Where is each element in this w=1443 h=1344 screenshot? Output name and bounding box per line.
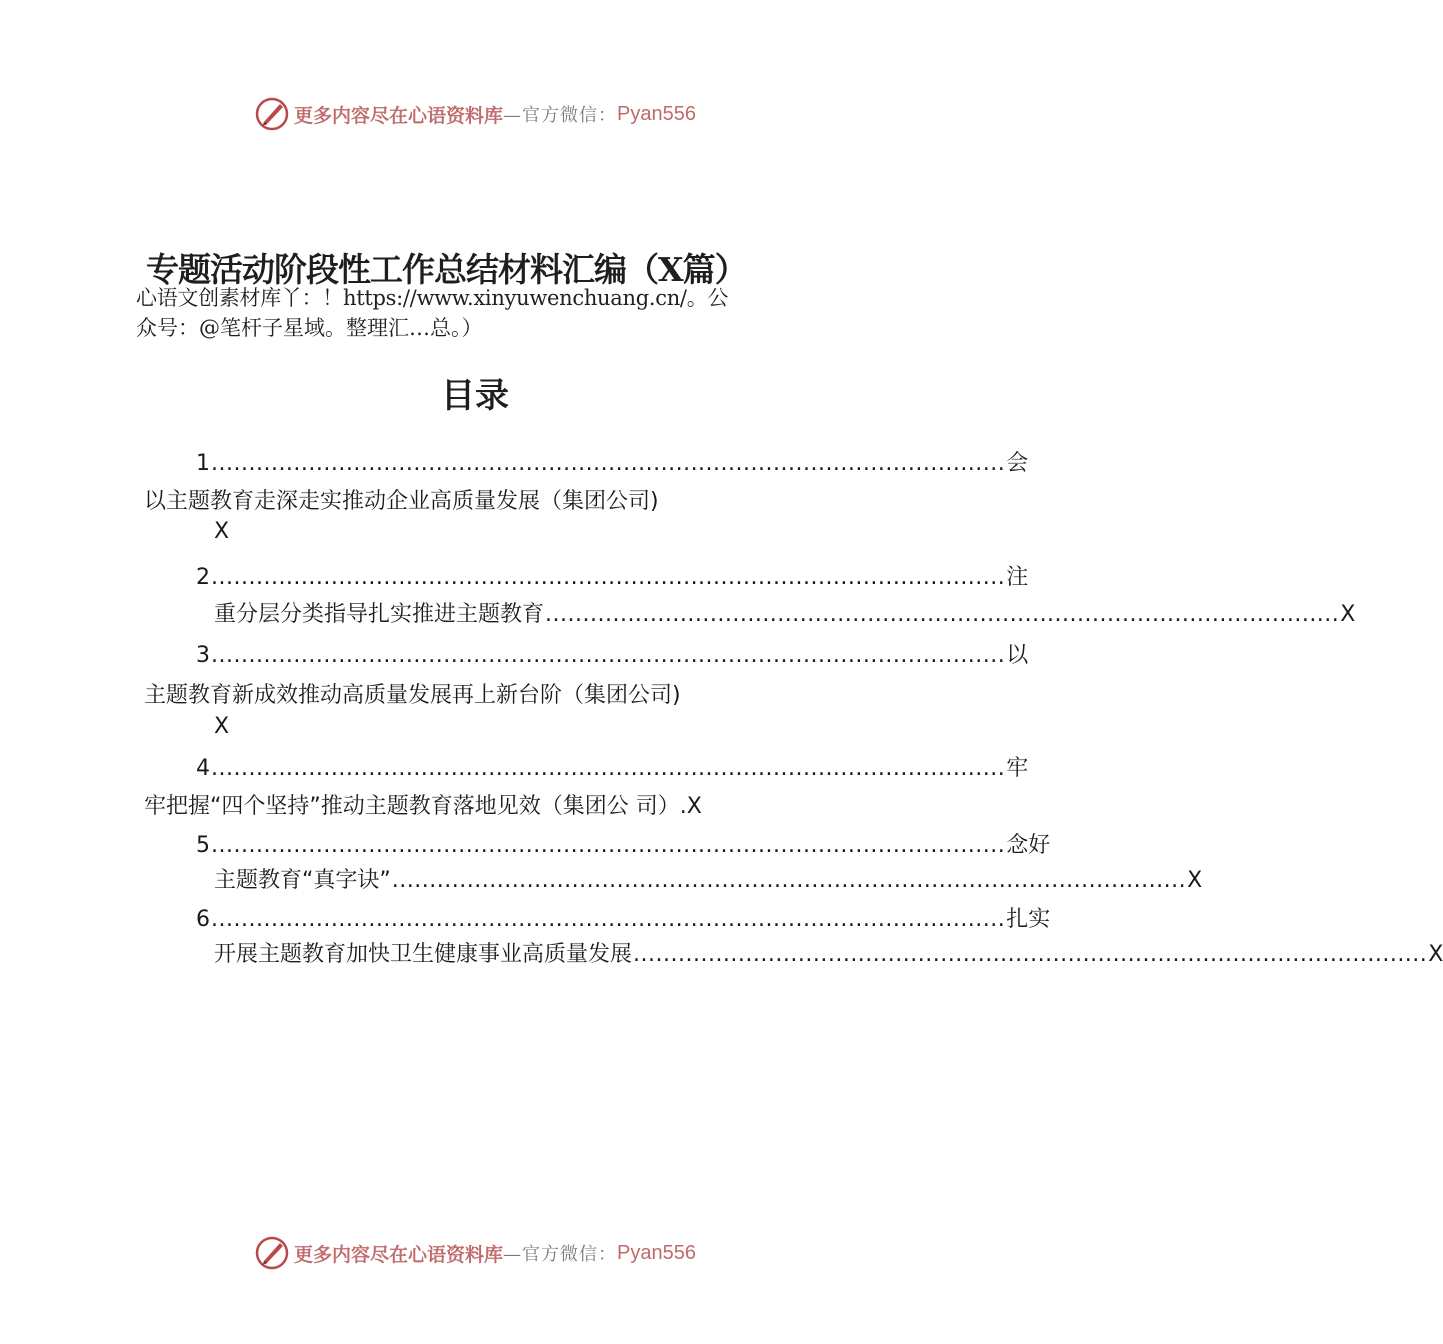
toc-entry-5-title-line[interactable]	[214, 863, 1203, 895]
toc-entry-4-title-line[interactable]	[144, 789, 804, 821]
toc-entry-title-start: 念好	[1006, 833, 1051, 858]
toc-entry-2-title-line[interactable]	[214, 597, 1356, 629]
toc-dot-leader: ..........................................................................................................	[211, 907, 1006, 932]
toc-dot-leader: ..........................................................................................................	[211, 643, 1006, 668]
source-line-2: 众号：@笔杆子星域。整理汇…总。）	[136, 316, 483, 340]
toc-dot-leader: ..........................................................................................................	[391, 868, 1187, 893]
toc-entry-title: 重分层分类指导扎实推进主题教育	[214, 602, 545, 627]
header-banner	[0, 94, 950, 134]
banner-wechat-label: —官方微信：	[503, 1244, 618, 1265]
toc-heading: 目录	[441, 376, 509, 416]
toc-entry-4-line[interactable]	[196, 751, 1029, 783]
toc-entry-title-start: 扎实	[1006, 907, 1051, 932]
toc-dot-leader: ..........................................................................................................	[633, 942, 1428, 967]
toc-entry-title: 开展主题教育加快卫生健康事业高质量发展	[214, 942, 633, 967]
banner-text: 更多内容尽在心语资料库	[294, 104, 504, 127]
banner-wechat-id: Pyan556	[617, 102, 696, 125]
source-line-1: 心语文创素材库丫：！https://www.xinyuwenchuang.cn/。公	[136, 286, 729, 310]
toc-entry-1-title[interactable]: 以主题教育走深走实推动企业高质量发展（集团公司)	[144, 489, 659, 514]
document-title: 专题活动阶段性工作总结材料汇编（X篇）	[146, 250, 747, 289]
banner-wechat-label: —官方微信：	[503, 105, 618, 126]
banner-text: 更多内容尽在心语资料库	[294, 1243, 504, 1266]
toc-dot-leader: ..........................................................................................................	[545, 602, 1340, 627]
toc-entry-page: X	[1340, 602, 1356, 627]
toc-entry-title-start: 以	[1006, 643, 1029, 668]
toc-entry-1-line[interactable]	[196, 446, 1029, 478]
toc-entry-6-title-line[interactable]	[214, 937, 1443, 969]
footer-banner	[0, 1233, 950, 1273]
toc-entry-number: 4	[196, 756, 210, 781]
toc-entry-5-line[interactable]	[196, 828, 1051, 860]
toc-entry-2-line[interactable]	[196, 560, 1029, 592]
toc-entry-title-start: 牢	[1006, 756, 1029, 781]
toc-entry-title: 牢把握“四个坚持”推动主题教育落地见效（集团公 司）.	[144, 794, 687, 819]
toc-entry-page: X	[1428, 942, 1443, 967]
toc-entry-3-line[interactable]	[196, 638, 1029, 670]
toc-entry-page: X	[686, 794, 702, 819]
toc-entry-page: X	[1187, 868, 1203, 893]
toc-entry-number: 1	[196, 451, 210, 476]
pen-logo-icon	[254, 1235, 290, 1271]
toc-entry-6-line[interactable]	[196, 902, 1051, 934]
pen-logo-icon	[254, 96, 290, 132]
toc-dot-leader: ..........................................................................................................	[211, 451, 1006, 476]
toc-dot-leader: ..........................................................................................................	[211, 833, 1006, 858]
toc-entry-1-page[interactable]: X	[214, 519, 230, 544]
toc-entry-title: 主题教育“真字诀”	[214, 868, 391, 893]
toc-entry-3-page[interactable]: X	[214, 714, 230, 739]
toc-dot-leader: ..........................................................................................................	[211, 756, 1006, 781]
toc-entry-number: 5	[196, 833, 210, 858]
toc-entry-3-title[interactable]: 主题教育新成效推动高质量发展再上新台阶（集团公司)	[144, 683, 681, 708]
toc-entry-title-start: 会	[1006, 451, 1029, 476]
toc-entry-title-start: 注	[1006, 565, 1029, 590]
toc-entry-number: 6	[196, 907, 210, 932]
toc-entry-number: 3	[196, 643, 210, 668]
toc-entry-number: 2	[196, 565, 210, 590]
toc-dot-leader: ..........................................................................................................	[211, 565, 1006, 590]
banner-wechat-id: Pyan556	[617, 1241, 696, 1264]
